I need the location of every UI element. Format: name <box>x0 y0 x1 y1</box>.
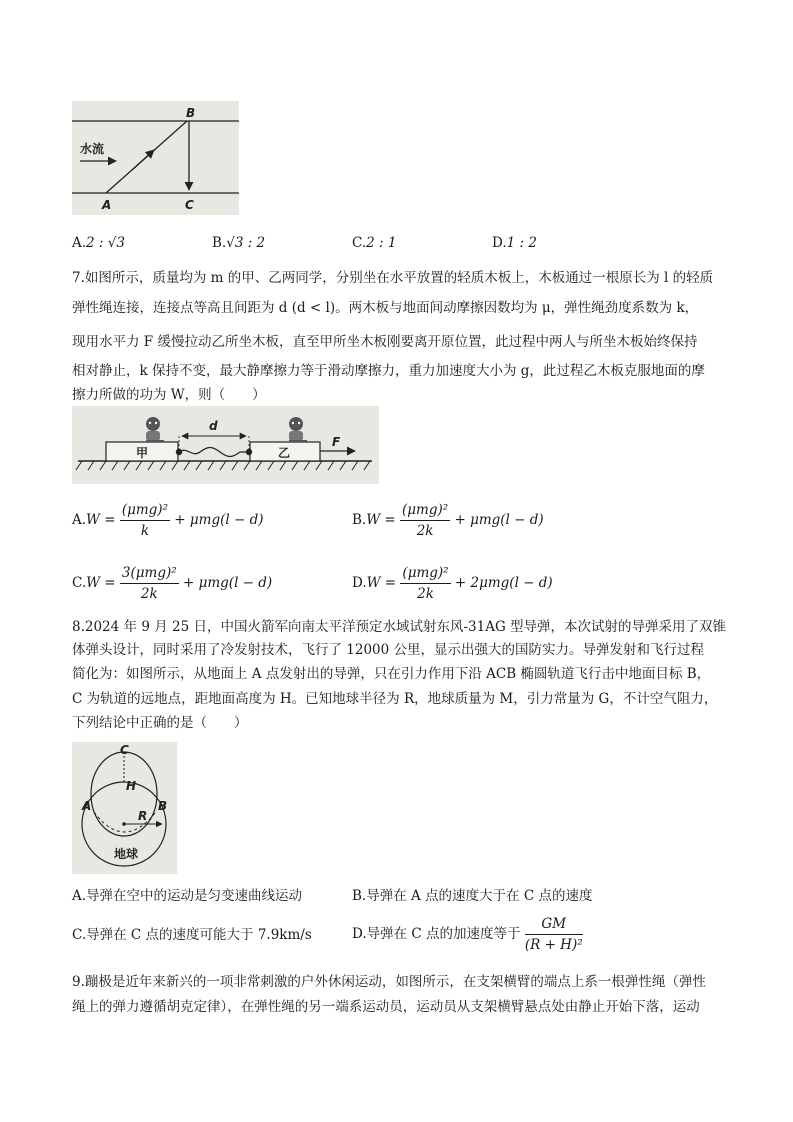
board-yi-label: 乙 <box>278 446 291 460</box>
q8-stem-line-5: 下列结论中正确的是（ ） <box>72 715 248 731</box>
point-c-label: C <box>185 198 194 212</box>
q8-stem-line-3: 简化为：如图所示，从地面上 A 点发射出的导弹，只在引力作用下沿 ACB 椭圆轨道飞行击中地面目标 B， <box>72 666 711 682</box>
point-c-label: C <box>120 743 129 757</box>
distance-d-label: d <box>209 419 218 433</box>
force-f-label: F <box>332 435 341 449</box>
q6-option-d[interactable]: D.1 : 2 <box>492 235 537 251</box>
q7-option-a[interactable]: A.W = $\frac{\text{(μmg)²}}{k}$ + μmg(l − d) <box>72 502 264 539</box>
missile-orbit-figure <box>72 742 177 874</box>
q7-option-c-fraction: $\frac{\text{3(μmg)²}}{2k}$ <box>121 565 177 602</box>
radius-r-label: R <box>138 809 148 823</box>
boards-rope-figure <box>72 406 379 484</box>
q7-stem-line-4: 相对静止，k 保持不变，最大静摩擦力等于滑动摩擦力，重力加速度大小为 g，此过程乙木板克服地面的摩 <box>72 363 705 379</box>
q6-option-c[interactable]: C.2 : 1 <box>352 235 397 251</box>
q8-option-c[interactable]: C.导弹在 C 点的速度可能大于 7.9km/s <box>72 927 312 943</box>
q8-stem-line-1: 8.2024 年 9 月 25 日，中国火箭军向南太平洋预定水域试射东风-31AG 型导弹，本次试射的导弹采用了双锥 <box>72 619 727 635</box>
person-jia-icon <box>146 417 164 441</box>
q7-option-b-fraction: $\frac{\text{(μmg)²}}{2k}$ <box>402 502 449 539</box>
q9-stem-line-1: 9.蹦极是近年来新兴的一项非常刺激的户外休闲运动，如图所示，在支架横臂的端点上系一根弹性绳（弹性 <box>72 974 706 990</box>
board-jia-label: 甲 <box>136 446 149 460</box>
point-b-label: B <box>158 799 168 813</box>
q7-option-d-fraction: $\frac{\text{(μmg)²}}{2k}$ <box>402 565 449 602</box>
q6-option-a[interactable]: A.2 : √3 <box>72 235 125 251</box>
earth-label: 地球 <box>114 847 139 861</box>
q8-option-d-fraction: $\frac{GM}{\text{(R + H)²}}$ <box>524 916 583 953</box>
point-a-label: A <box>102 198 112 212</box>
q9-stem-line-2: 绳上的弹力遵循胡克定律），在弹性绳的另一端系运动员，运动员从支架横臂悬点处由静止开始下落，运动 <box>72 999 700 1015</box>
q8-option-d[interactable]: D.导弹在 C 点的加速度等于 $\frac{GM}{\text{(R + H)²}}$ <box>352 916 583 953</box>
q8-option-a[interactable]: A.导弹在空中的运动是匀变速曲线运动 <box>72 888 303 904</box>
point-b-label: B <box>186 106 196 120</box>
ground-hatch <box>76 461 370 470</box>
person-yi-icon <box>289 417 307 441</box>
q7-stem-line-3: 现用水平力 F 缓慢拉动乙所坐木板，直至甲所坐木板刚要离开原位置，此过程中两人与所坐木板始终保持 <box>72 334 698 350</box>
q7-option-a-fraction: $\frac{\text{(μmg)²}}{k}$ <box>121 502 168 539</box>
height-h-label: H <box>126 779 137 793</box>
q7-option-c[interactable]: C.W = $\frac{\text{3(μmg)²}}{2k}$ + μmg(l − d) <box>72 565 273 602</box>
q7-option-d[interactable]: D.W = $\frac{\text{(μmg)²}}{2k}$ + 2μmg(l − d) <box>352 565 553 602</box>
q7-stem-line-2: 弹性绳连接，连接点等高且间距为 d (d < l)。两木板与地面间动摩擦因数均为 μ，弹性绳劲度系数为 k， <box>72 300 699 316</box>
q8-option-b[interactable]: B.导弹在 A 点的速度大于在 C 点的速度 <box>352 888 593 904</box>
mid-arrow <box>132 150 154 170</box>
water-flow-label: 水流 <box>80 142 105 156</box>
q7-stem-line-5: 擦力所做的功为 W，则（ ） <box>72 387 266 403</box>
q8-stem-line-4: C 为轨道的远地点，距地面高度为 H。已知地球半径为 R，地球质量为 M，引力常量为 G，不计空气阻力， <box>72 691 718 707</box>
point-a-label: A <box>82 799 92 813</box>
q7-stem-line-1: 7.如图所示，质量均为 m 的甲、乙两同学，分别坐在水平放置的轻质木板上，木板通过一根原长为 l 的轻质 <box>72 270 714 286</box>
q6-option-b[interactable]: B.√3 : 2 <box>212 235 266 251</box>
q7-option-b[interactable]: B.W = $\frac{\text{(μmg)²}}{2k}$ + μmg(l − d) <box>352 502 544 539</box>
elastic-rope <box>179 448 249 457</box>
river-crossing-figure <box>72 101 239 215</box>
q8-stem-line-2: 体弹头设计，同时采用了冷发射技术，飞行了 12000 公里，显示出强大的国防实力。导弹发射和飞行过程 <box>72 642 705 658</box>
